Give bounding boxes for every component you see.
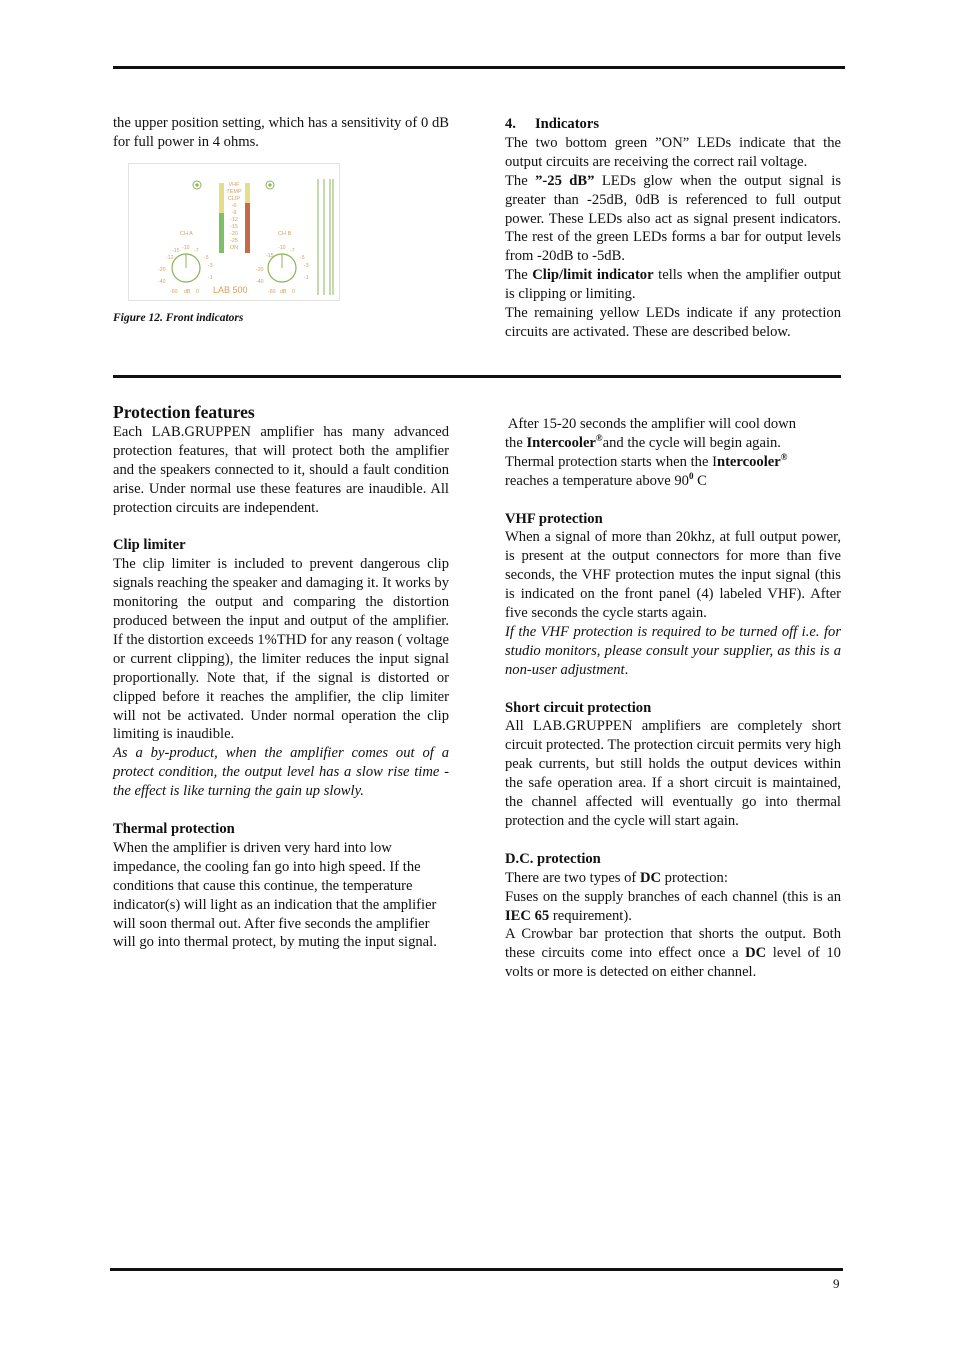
dc-line1: There are two types of DC protection: bbox=[505, 869, 728, 886]
svg-text:-7: -7 bbox=[290, 248, 295, 254]
top-rule bbox=[113, 66, 845, 69]
led-label: CLIP bbox=[227, 196, 241, 202]
dc-heading: D.C. protection bbox=[505, 850, 601, 867]
thermal-starts: Thermal protection starts when the Intercooler® bbox=[505, 451, 788, 470]
vhf-heading: VHF protection bbox=[505, 510, 603, 527]
brand-label: LAB 500 bbox=[213, 285, 248, 295]
svg-text:dB: dB bbox=[280, 289, 287, 295]
led-label: TEMP bbox=[226, 189, 242, 195]
left-column bbox=[113, 401, 449, 952]
svg-text:-10: -10 bbox=[182, 245, 190, 251]
short-circuit-heading: Short circuit protection bbox=[505, 699, 652, 716]
indicators-p2: The ”-25 dB” LEDs glow when the output signal is greater than -25dB, 0dB is referenced to full output power. These LEDs also act as signal present indicators. The rest of the green LEDs forms a bar for output levels from -20dB to -5dB. bbox=[505, 172, 842, 265]
figure-caption: Figure 12. Front indicators bbox=[113, 312, 244, 324]
led-label: VHF bbox=[228, 182, 240, 188]
thermal-heading: Thermal protection bbox=[113, 821, 235, 837]
svg-text:-60: -60 bbox=[268, 289, 276, 295]
clip-limiter-body: The clip limiter is included to prevent dangerous clip signals reaching the speaker and damaging it. It works by monitoring the output and comparing the distortion produced between the input and output of the amplifier. If the distortion exceeds 1%THD for any reason ( voltage or current clipping), the limiter reduces the input signal proportionally. Note that, if the signal is distorted or clipped before it reaches the amplifier, the clip limiter will not be activated. Under normal operation the clip limiting is inaudible. bbox=[113, 556, 449, 743]
dc-line3: A Crowbar bar protection that shorts the output. Both these circuits come into effect once a DC level of 10 volts or more is detected on either channel. bbox=[505, 926, 841, 981]
led-label: -9 bbox=[231, 210, 237, 216]
svg-text:-3: -3 bbox=[304, 263, 309, 269]
svg-text:-40: -40 bbox=[158, 279, 166, 285]
indicators-p1: The two bottom green ”ON” LEDs indicate that the output circuits are receiving the correct rail voltage. bbox=[505, 134, 841, 170]
svg-text:-15: -15 bbox=[266, 253, 274, 259]
protection-intro: Each LAB.GRUPPEN amplifier has many advanced protection features, that will protect both the amplifier and the speakers connected to it, should a fault condition arise. Under normal use these features are inaudible. All protection circuits are independent. bbox=[113, 424, 449, 516]
vhf-body: When a signal of more than 20khz, at full output power, is present at the output connectors for more than five seconds, the VHF protection mutes the input signal (this is indicated on the front panel (4) labeled VHF). After five seconds the cycle starts again. bbox=[505, 529, 841, 622]
mid-rule bbox=[113, 375, 841, 378]
front-indicators-figure bbox=[128, 163, 340, 301]
svg-text:0: 0 bbox=[292, 289, 295, 295]
indicators-section bbox=[505, 115, 841, 342]
protection-title: Protection features bbox=[113, 402, 255, 422]
svg-text:-20: -20 bbox=[256, 267, 264, 273]
indicators-p3: The Clip/limit indicator tells when the amplifier output is clipping or limiting. bbox=[505, 267, 841, 303]
svg-text:-5: -5 bbox=[204, 255, 209, 261]
led-label: -25 bbox=[230, 238, 238, 244]
svg-text:dB: dB bbox=[184, 289, 191, 295]
clip-limiter-heading: Clip limiter bbox=[113, 537, 186, 554]
thermal-body: When the amplifier is driven very hard into low impedance, the cooling fan go into high speed. If the conditions that cause this continue, the temperature indicator(s) will light as an indication that the amplifier will soon thermal out. After five seconds the amplifier will go into thermal protect, by muting the input signal. bbox=[113, 839, 437, 951]
indicators-p4: The remaining yellow LEDs indicate if any protection circuits are activated. These are described below. bbox=[505, 305, 841, 340]
thermal-continued-line: After 15-20 seconds the amplifier will cool down bbox=[505, 416, 796, 432]
svg-text:0: 0 bbox=[196, 289, 199, 295]
svg-text:-3: -3 bbox=[208, 263, 213, 269]
thermal-reaches: reaches a temperature above $90^0$ C bbox=[505, 470, 707, 489]
led-label: -20 bbox=[230, 231, 238, 237]
led-label: -6 bbox=[231, 203, 237, 209]
top-left-column bbox=[113, 114, 449, 152]
led-label: -12 bbox=[230, 217, 238, 223]
svg-text:-10: -10 bbox=[278, 245, 286, 251]
dc-line2: Fuses on the supply branches of each channel (this is an IEC 65 requirement). bbox=[505, 888, 841, 924]
channel-a-label: CH A bbox=[180, 231, 193, 237]
indicators-heading: 4. Indicators bbox=[505, 116, 600, 132]
led-label: ON bbox=[229, 245, 239, 251]
page-number: 9 bbox=[833, 1276, 840, 1291]
svg-text:-5: -5 bbox=[300, 255, 305, 261]
svg-text:-1: -1 bbox=[208, 275, 213, 281]
svg-text:-7: -7 bbox=[194, 248, 199, 254]
svg-text:-12: -12 bbox=[166, 255, 174, 261]
continuation-paragraph: the upper position setting, which has a sensitivity of 0 dB for full power in 4 ohms. bbox=[113, 115, 449, 150]
right-column bbox=[505, 415, 841, 982]
clip-limiter-note: As a by-product, when the amplifier comes out of a protect condition, the output level has a slow rise time -the effect is like turning the gain up slowly. bbox=[113, 745, 449, 800]
svg-text:-20: -20 bbox=[158, 267, 166, 273]
thermal-continued: the Intercooler®and the cycle will begin again. bbox=[505, 433, 781, 451]
led-label: -15 bbox=[230, 224, 238, 230]
channel-b-label: CH B bbox=[278, 231, 292, 237]
svg-text:-15: -15 bbox=[172, 248, 180, 254]
svg-text:-40: -40 bbox=[256, 279, 264, 285]
bottom-rule bbox=[110, 1268, 843, 1271]
svg-text:-1: -1 bbox=[304, 275, 309, 281]
short-circuit-body: All LAB.GRUPPEN amplifiers are completely short circuit protected. The protection circuit permits very high peak currents, but still holds the output devices within the safe operation area. If a short circuit is maintained, the channel affected will eventually go into thermal protection and the cycle will start again. bbox=[505, 718, 841, 829]
svg-text:-60: -60 bbox=[170, 289, 178, 295]
vhf-note: If the VHF protection is required to be turned off i.e. for studio monitors, please consult your supplier, as this is a non-user adjustment. bbox=[505, 623, 841, 678]
